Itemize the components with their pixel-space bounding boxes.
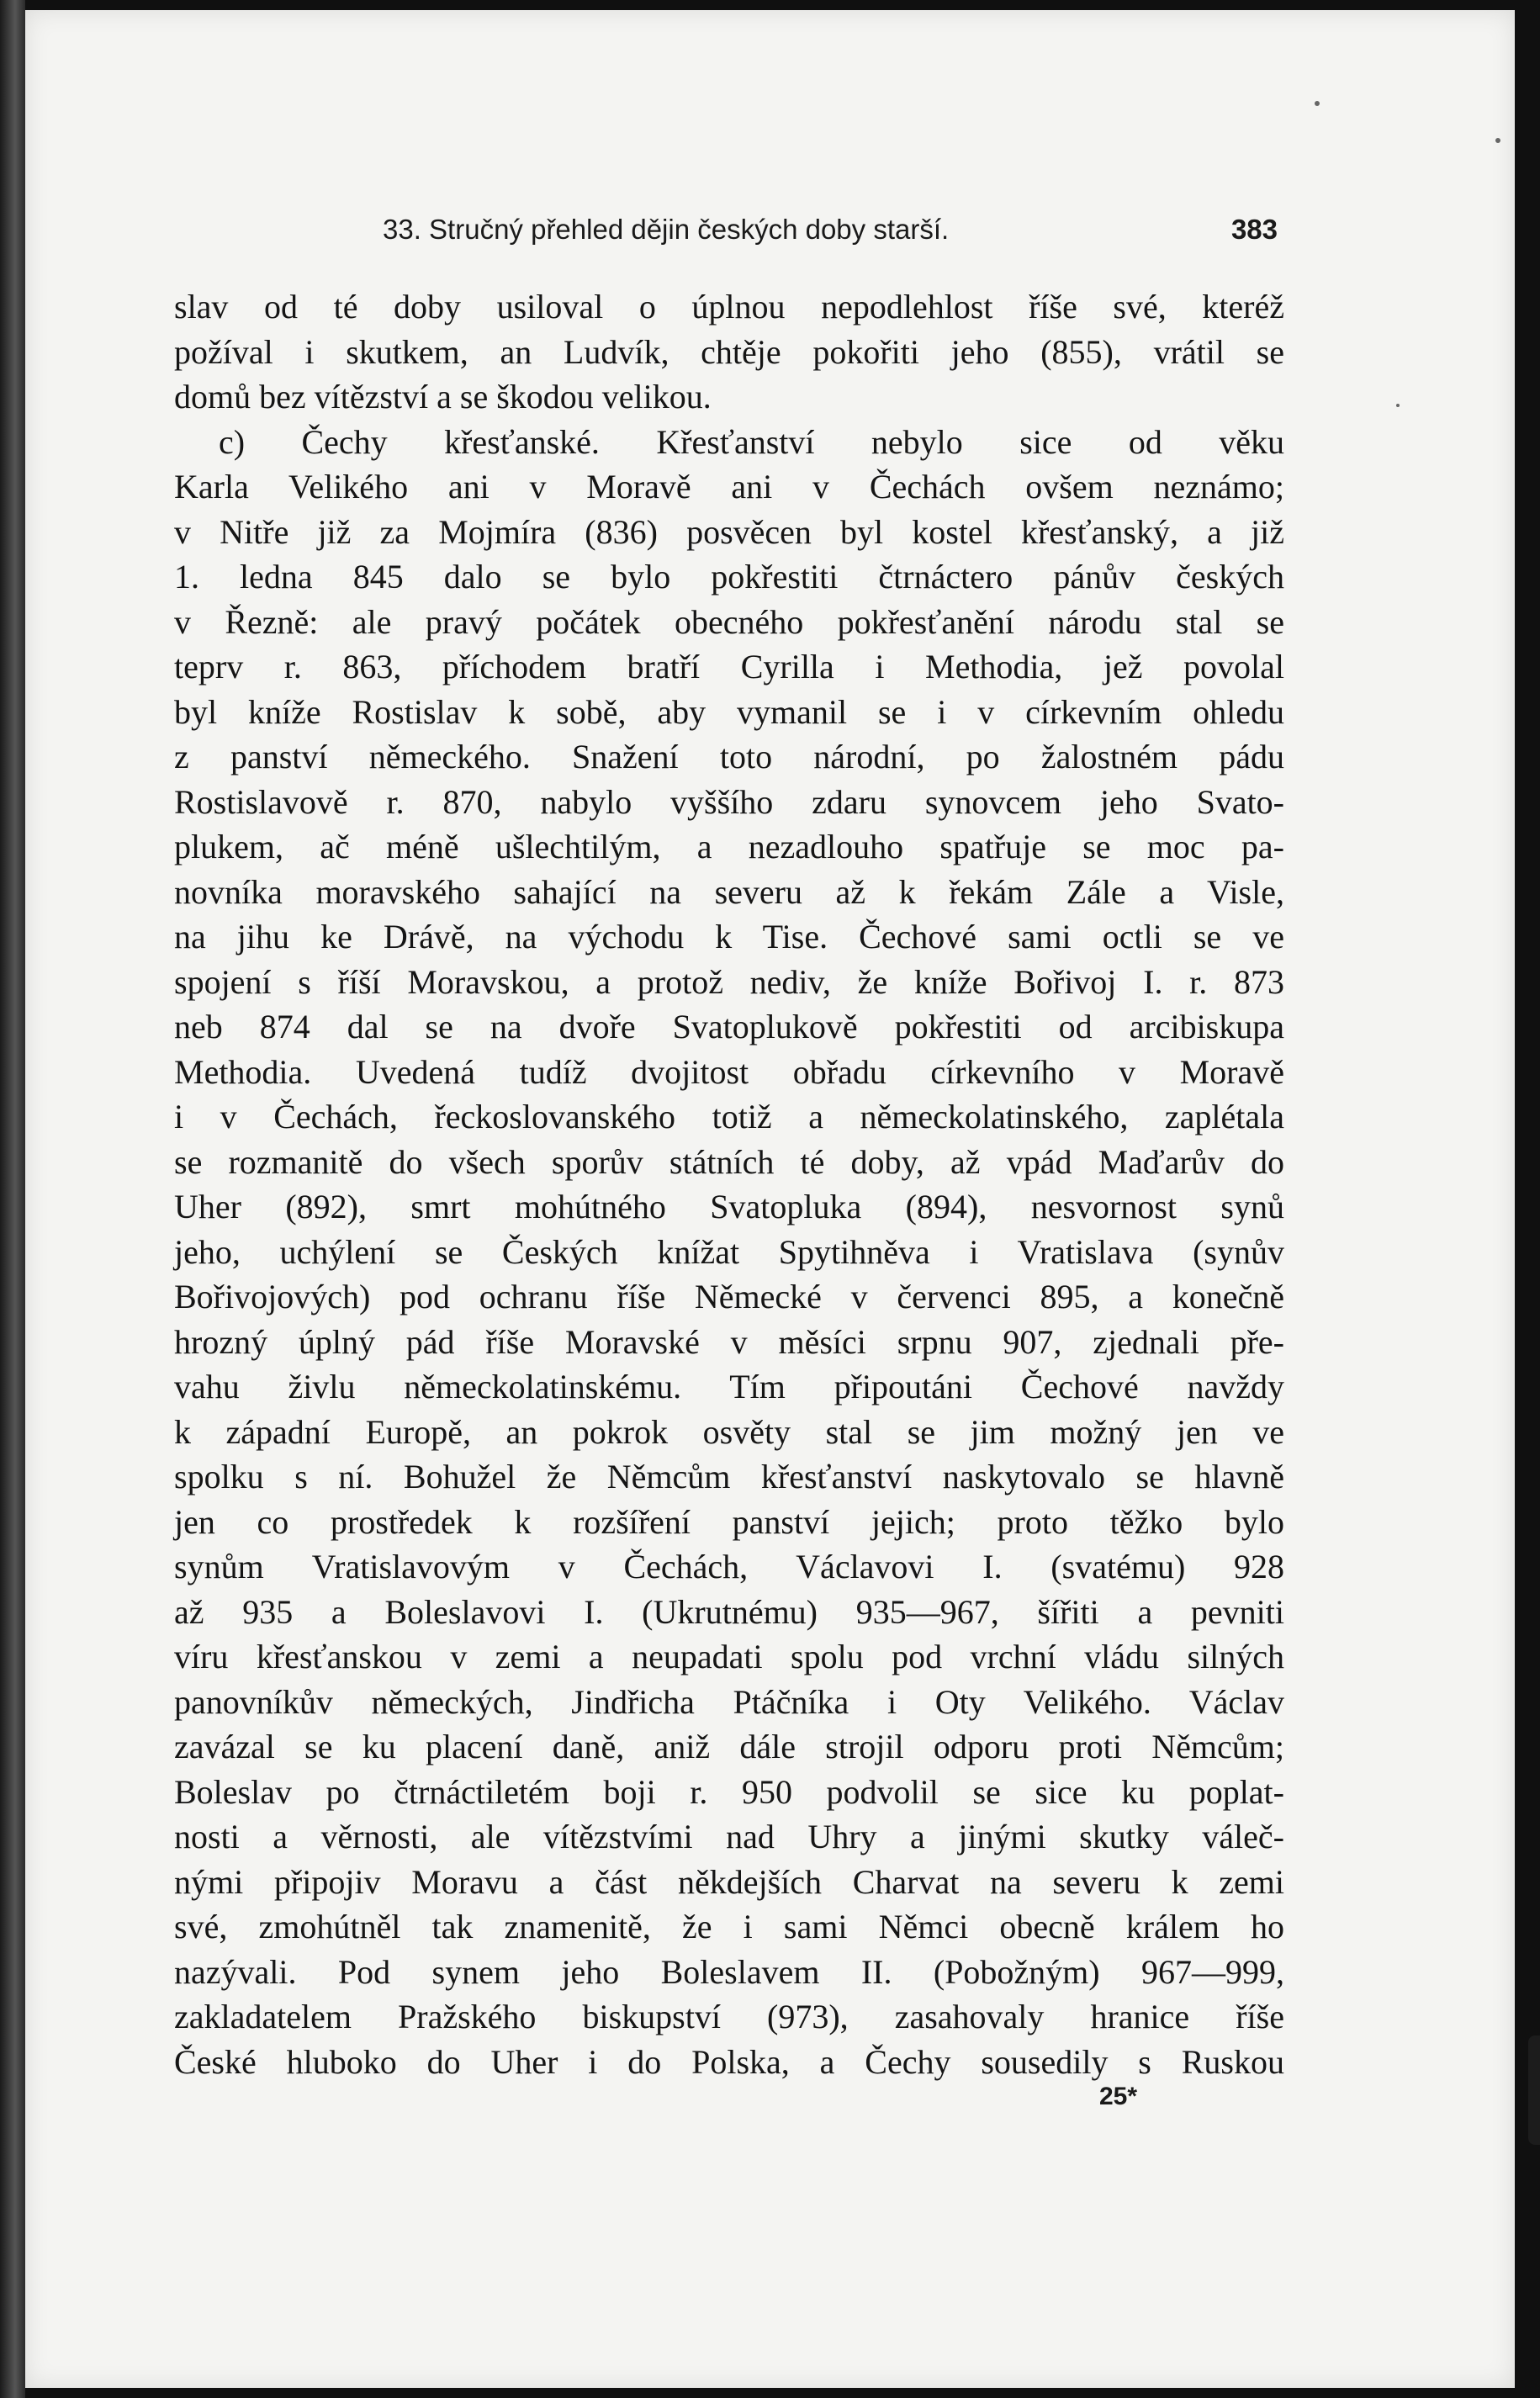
page-number: 383: [1230, 214, 1278, 245]
text-line: Boleslav po čtrnáctiletém boji r. 950 podvolil se sice ku poplat-: [174, 1772, 1284, 1811]
text-line: synům Vratislavovým v Čechách, Václavovi I. (svatému) 928: [174, 1548, 1284, 1585]
text-line: vahu živlu německolatinskému. Tím připoutáni Čechové navždy: [174, 1368, 1284, 1405]
text-line: domů bez vítězství a se škodou velikou.: [174, 378, 712, 416]
section-heading-line: c) Čechy křesťanské. Křesťanství nebylo sice od věku: [219, 422, 1284, 461]
running-title: 33. Stručný přehled dějin českých doby starší.: [383, 214, 950, 245]
text-line: v Řezně: ale pravý počátek obecného pokřesťanění národu stal se: [174, 602, 1284, 641]
paper-speck: [1315, 101, 1320, 106]
text-line: novníka moravského sahající na severu až k řekám Zále a Visle,: [174, 872, 1284, 911]
text-line: slav od té doby usiloval o úplnou nepodlehlost říše své, kteréž: [174, 288, 1284, 326]
text-line: víru křesťanskou v zemi a neupadati spolu pod vrchní vládu silných: [174, 1638, 1284, 1675]
text-line: zakladatelem Pražského biskupství (973), zasahovaly hranice říše: [174, 1998, 1284, 2035]
text-line: byl kníže Rostislav k sobě, aby vymanil se i v církevním ohledu: [174, 692, 1284, 731]
text-line: i v Čechách, řeckoslovanského totiž a německolatinského, zaplétala: [174, 1098, 1284, 1135]
text-line: hrozný úplný pád říše Moravské v měsíci srpnu 907, zjednali pře-: [174, 1322, 1284, 1361]
text-line: zavázal se ku placení daně, aniž dále strojil odporu proti Němcům;: [174, 1728, 1284, 1765]
text-line: své, zmohútněl tak znamenitě, že i sami Němci obecně králem ho: [174, 1908, 1284, 1945]
signature-mark: 25*: [1099, 2083, 1138, 2110]
text-line: požíval i skutkem, an Ludvík, chtěje pokořiti jeho (855), vrátil se: [174, 332, 1284, 371]
text-line: až 935 a Boleslavovi I. (Ukrutnému) 935—967, šířiti a pevniti: [174, 1592, 1284, 1631]
text-line: na jihu ke Drávě, na východu k Tise. Čechové sami octli se ve: [174, 918, 1284, 955]
text-line: neb 874 dal se na dvoře Svatoplukově pokřestiti od arcibiskupa: [174, 1008, 1284, 1045]
text-line: panovníkův německých, Jindřicha Ptáčníka i Oty Velikého. Václav: [174, 1682, 1284, 1721]
text-line: 1. ledna 845 dalo se bylo pokřestiti čtrnáctero pánův českých: [174, 558, 1284, 596]
page-edge-shadow: [0, 0, 25, 2398]
text-line: nazývali. Pod synem jeho Boleslavem II. (Pobožným) 967—999,: [174, 1952, 1284, 1991]
text-line: spojení s říší Moravskou, a protož nediv, že kníže Bořivoj I. r. 873: [174, 962, 1284, 1001]
text-line: plukem, ač méně ušlechtilým, a nezadlouho spatřuje se moc pa-: [174, 828, 1284, 866]
text-line: teprv r. 863, příchodem bratří Cyrilla i Methodia, jež povolal: [174, 648, 1284, 686]
paper-speck: [1495, 138, 1500, 143]
text-line: k západní Europě, an pokrok osvěty stal se jim možný jen ve: [174, 1412, 1284, 1451]
page-edge-notch: [1528, 2035, 1540, 2145]
text-line: se rozmanitě do všech sporův státních té doby, až vpád Maďarův do: [174, 1142, 1284, 1181]
paper-speck: [1396, 404, 1400, 407]
text-line: Methodia. Uvedená tudíž dvojitost obřadu církevního v Moravě: [174, 1052, 1284, 1091]
text-line: nými připojiv Moravu a část někdejších Charvat na severu k zemi: [174, 1862, 1284, 1901]
text-line: jeho, uchýlení se Českých knížat Spytihněva i Vratislava (synův: [174, 1232, 1284, 1271]
text-line: nosti a věrnosti, ale vítězstvími nad Uhry a jinými skutky váleč-: [174, 1818, 1284, 1855]
text-line: Karla Velikého ani v Moravě ani v Čechách ovšem neznámo;: [174, 468, 1284, 506]
text-line: Uher (892), smrt mohútného Svatopluka (894), nesvornost synů: [174, 1188, 1284, 1225]
text-line: z panství německého. Snažení toto národní, po žalostném pádu: [174, 738, 1284, 776]
text-line: České hluboko do Uher i do Polska, a Čechy sousedily s Ruskou: [174, 2042, 1284, 2081]
running-header: [383, 214, 1278, 251]
text-line: v Nitře již za Mojmíra (836) posvěcen byl kostel křesťanský, a již: [174, 512, 1284, 551]
text-line: jen co prostředek k rozšíření panství jejich; proto těžko bylo: [174, 1502, 1284, 1541]
body-text: [174, 284, 1284, 2084]
text-line: Bořivojových) pod ochranu říše Německé v červenci 895, a konečně: [174, 1278, 1284, 1315]
text-line: spolku s ní. Bohužel že Němcům křesťanství naskytovalo se hlavně: [174, 1458, 1284, 1495]
text-line: Rostislavově r. 870, nabylo vyššího zdaru synovcem jeho Svato-: [174, 782, 1284, 821]
